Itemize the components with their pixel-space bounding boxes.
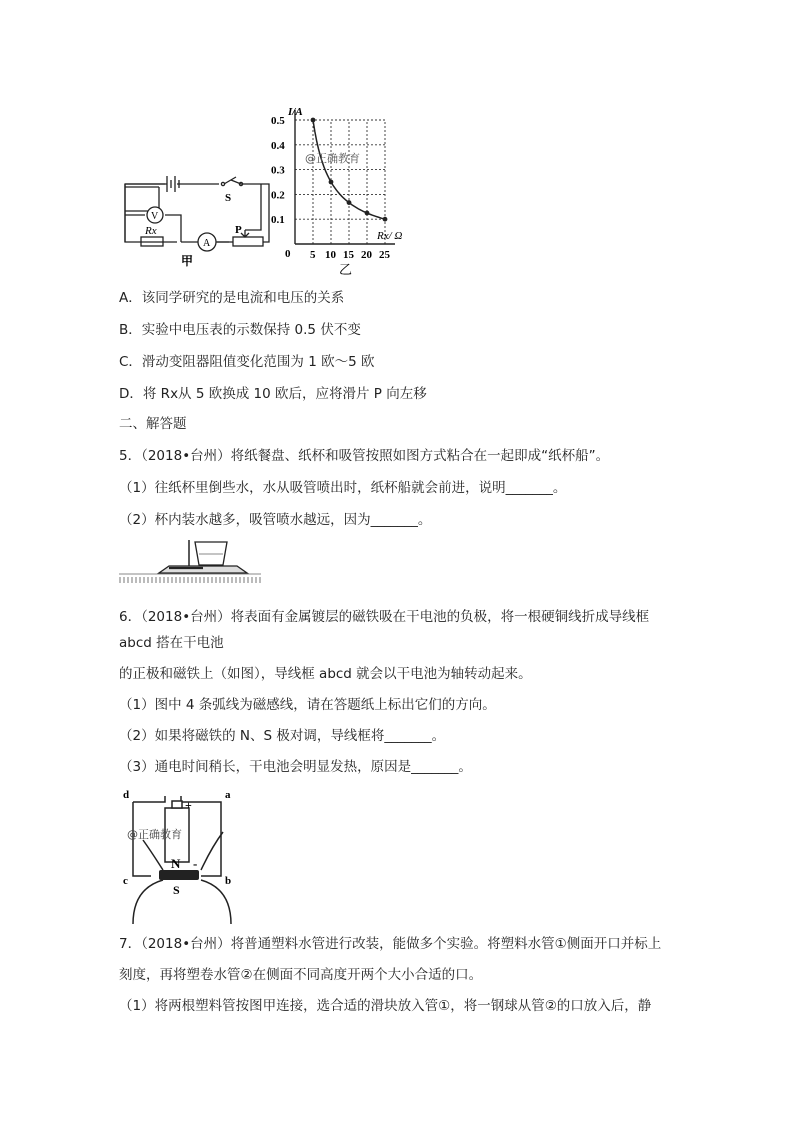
voltmeter-label: V (151, 211, 159, 222)
y-axis-label: I/A (288, 106, 303, 118)
q5-part1: （1）往纸杯里倒些水，水从吸管喷出时，纸杯船就会前进，说明_______。 (119, 480, 567, 496)
data-point (311, 118, 316, 123)
north-pole-label: N (171, 856, 181, 871)
ammeter-label: A (203, 238, 211, 249)
option-c: C．滑动变阻器阻值变化范围为 1 欧～5 欧 (119, 354, 375, 370)
y-tick-label: 0.5 (271, 115, 285, 127)
paper-cup-boat-figure (119, 536, 261, 592)
resistor-label: Rx (145, 225, 157, 237)
q5-stem: 5．（2018•台州）将纸餐盘、纸杯和吸管按照如图方式粘合在一起即成“纸杯船”。 (119, 448, 610, 464)
label-c: c (123, 875, 128, 887)
x-tick-label: 10 (325, 249, 336, 261)
data-point (329, 180, 334, 185)
q7-line1: 7．（2018•台州）将普通塑料水管进行改装，能做多个实验。将塑料水管①侧面开口并标上 (119, 936, 662, 952)
y-tick-label: 0.1 (271, 214, 285, 227)
data-point (383, 217, 388, 222)
graph-origin: 0 (285, 248, 291, 260)
q7-line2: 刻度，再将塑卷水管②在侧面不同高度开两个大小合适的口。 (119, 967, 483, 983)
circuit-caption: 甲 (181, 254, 194, 268)
q6-stem-line1: 6．（2018•台州）将表面有金属镀层的磁铁吸在干电池的负极，将一根硬铜线折成导线框 (119, 609, 650, 625)
battery-motor-figure (119, 784, 245, 924)
q6-stem-line2: abcd 搭在干电池 (119, 635, 224, 651)
q5-part2: （2）杯内装水越多，吸管喷水越远，因为_______。 (119, 512, 432, 528)
slider-label: P (235, 224, 242, 236)
option-a: A．该同学研究的是电流和电压的关系 (119, 290, 345, 306)
x-tick-label: 20 (361, 249, 372, 261)
x-tick-label: 25 (379, 249, 390, 261)
y-tick-label: 0.4 (271, 139, 285, 152)
q4-figure (119, 102, 419, 277)
label-b: b (225, 875, 232, 887)
y-tick-label: 0.3 (271, 164, 285, 177)
watermark: @正确教育 (305, 152, 360, 165)
watermark-2: @正确教育 (127, 828, 182, 841)
x-tick-label: 5 (310, 249, 316, 261)
positive-terminal-label: + (185, 798, 192, 812)
south-pole-label: S (173, 883, 180, 897)
x-tick-label: 15 (343, 249, 354, 261)
q6-part1: （1）图中 4 条弧线为磁感线，请在答题纸上标出它们的方向。 (119, 697, 496, 713)
q7-line3: （1）将两根塑料管按图甲连接，选合适的滑块放入管①，将一钢球从管②的口放入后，静 (119, 998, 652, 1014)
graph-caption: 乙 (339, 262, 353, 277)
data-point (365, 211, 370, 216)
label-a: a (225, 789, 231, 801)
option-d: D．将 Rx从 5 欧换成 10 欧后，应将滑片 P 向左移 (119, 386, 427, 402)
section-title: 二、解答题 (119, 416, 187, 432)
data-point (347, 200, 352, 205)
q6-stem-line3: 的正极和磁铁上（如图），导线框 abcd 就会以干电池为轴转动起来。 (119, 666, 532, 682)
label-d: d (123, 789, 130, 801)
x-axis-label: Rx/ Ω (377, 230, 403, 242)
q6-part2: （2）如果将磁铁的 N、S 极对调，导线框将_______。 (119, 728, 446, 744)
switch-label: S (225, 192, 232, 204)
y-tick-label: 0.2 (271, 189, 285, 202)
negative-terminal-label: - (193, 856, 198, 871)
q6-part3: （3）通电时间稍长，干电池会明显发热，原因是_______。 (119, 759, 472, 775)
option-b: B．实验中电压表的示数保持 0.5 伏不变 (119, 322, 361, 338)
